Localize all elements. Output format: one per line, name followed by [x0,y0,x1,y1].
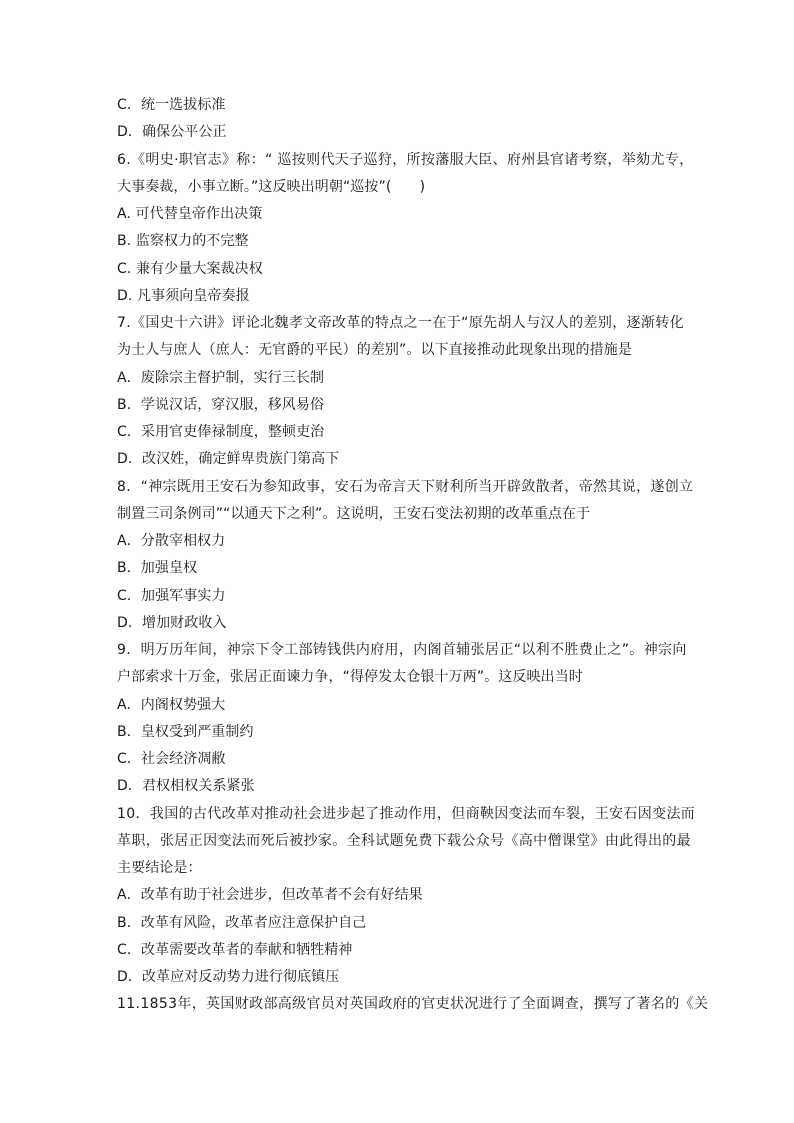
option-d-q7: D．改汉姓，确定鲜卑贵族门第高下 [117,451,340,467]
question-7-line-2: 为士人与庶人（庶人：无官爵的平民）的差别”。以下直接推动此现象出现的措施是 [117,342,632,358]
option-d-q10: D．改革应对反动势力进行彻底镇压 [117,969,340,985]
question-6-line-1: 6.《明史·职官志》称：“ 巡按则代天子巡狩，所按藩服大臣、府州县官诸考察，举劾尤专， [117,152,694,168]
question-10-line-3: 主要结论是： [117,860,202,876]
option-a-q7: A．废除宗主督护制，实行三长制 [117,370,325,386]
option-b-q7: B．学说汉话，穿汉服，移风易俗 [117,397,325,413]
option-b-q8: B．加强皇权 [117,560,198,576]
question-8-line-2: 制置三司条例司”“以通天下之利”。这说明，王安石变法初期的改革重点在于 [117,506,591,522]
option-b-q6: B. 监察权力的不完整 [117,233,249,249]
option-c-q5: C．统一选拔标准 [117,97,226,113]
option-b-q10: B．改革有风险，改革者应注意保护自己 [117,915,367,931]
question-9-line-2: 户部索求十万金，张居正面谏力争，“得停发太仓银十万两”。这反映出当时 [117,669,583,685]
option-d-q9: D．君权相权关系紧张 [117,778,255,794]
question-7-line-1: 7.《国史十六讲》评论北魏孝文帝改革的特点之一在于“原先胡人与汉人的差别，逐渐转化 [117,315,684,331]
question-11-line-1: 11.1853年，英国财政部高级官员对英国政府的官吏状况进行了全面调查，撰写了著名的《关 [117,996,709,1012]
option-c-q8: C．加强军事实力 [117,588,226,604]
option-d-q6: D. 凡事须向皇帝奏报 [117,288,250,304]
question-9-line-1: 9．明万历年间，神宗下令工部铸钱供内府用，内阁首辅张居正“以利不胜费止之”。神宗向 [117,642,687,658]
option-a-q10: A．改革有助于社会进步，但改革者不会有好结果 [117,887,423,903]
question-6-line-2: 大事奏裁，小事立断。”这反映出明朝“巡按”( ) [117,179,426,195]
option-c-q10: C．改革需要改革者的奉献和牺牲精神 [117,942,353,958]
option-a-q6: A. 可代替皇帝作出决策 [117,206,263,222]
option-a-q9: A．内阁权势强大 [117,697,226,713]
question-10-line-1: 10．我国的古代改革对推动社会进步起了推动作用，但商鞅因变法而车裂，王安石因变法而 [117,806,696,822]
question-10-line-2: 革职，张居正因变法而死后被抄家。全科试题免费下载公众号《高中僧课堂》由此得出的最 [117,833,691,849]
option-c-q9: C．社会经济凋敝 [117,751,226,767]
question-8-line-1: 8．“神宗既用王安石为参知政事，安石为帝言天下财利所当开辟敛散者，帝然其说，遂创立 [117,479,694,495]
option-d-q5: D．确保公平公正 [117,124,227,140]
option-c-q6: C. 兼有少量大案裁决权 [117,261,263,277]
option-c-q7: C．采用官吏俸禄制度，整顿吏治 [117,424,325,440]
option-a-q8: A．分散宰相权力 [117,533,226,549]
option-d-q8: D．增加财政收入 [117,615,227,631]
option-b-q9: B．皇权受到严重制约 [117,724,254,740]
